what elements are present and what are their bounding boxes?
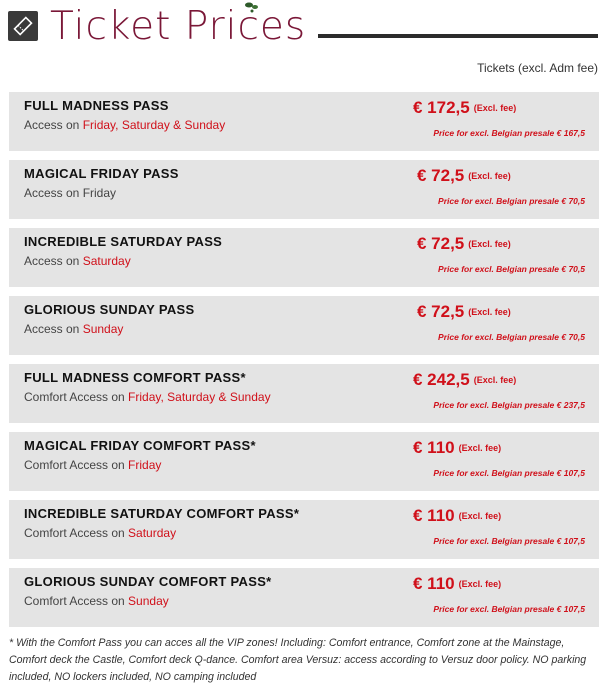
pass-card: [9, 500, 599, 559]
pass-price: [413, 370, 516, 390]
pass-name: FULL MADNESS PASS: [24, 98, 169, 113]
pass-access: [24, 118, 225, 132]
access-prefix: Access on Friday: [24, 186, 117, 200]
access-days: Saturday: [82, 254, 131, 268]
page-title: Ticket Prices: [50, 4, 307, 49]
ticket-icon: [8, 11, 38, 41]
presale-price: Price for excl. Belgian presale € 107,5: [433, 536, 585, 546]
presale-price: Price for excl. Belgian presale € 237,5: [433, 400, 585, 410]
fee-label: (Excl. fee): [458, 443, 502, 453]
pass-access: [24, 186, 116, 200]
price-amount: € 72,5: [417, 302, 465, 321]
pass-price: [417, 302, 511, 322]
pass-price: [413, 574, 501, 594]
pass-name: MAGICAL FRIDAY COMFORT PASS*: [24, 438, 256, 453]
fee-note: Tickets (excl. Adm fee): [477, 61, 598, 75]
price-amount: € 72,5: [417, 234, 465, 253]
access-prefix: Comfort Access on: [24, 526, 129, 540]
pass-card: [9, 296, 599, 355]
fee-label: (Excl. fee): [458, 511, 502, 521]
fee-label: (Excl. fee): [473, 375, 517, 385]
pass-price: [413, 506, 501, 526]
pass-access: [24, 322, 123, 336]
price-amount: € 172,5: [413, 98, 470, 117]
pass-access: [24, 254, 131, 268]
presale-price: Price for excl. Belgian presale € 107,5: [433, 468, 585, 478]
pass-card: [9, 364, 599, 423]
fee-label: (Excl. fee): [468, 307, 511, 317]
fee-label: (Excl. fee): [468, 239, 511, 249]
presale-price: Price for excl. Belgian presale € 70,5: [438, 196, 585, 206]
price-amount: € 110: [413, 438, 455, 457]
access-days: Friday: [128, 458, 162, 472]
page-header: [0, 0, 605, 60]
access-prefix: Access on: [24, 322, 83, 336]
price-amount: € 242,5: [413, 370, 470, 389]
access-prefix: Access on: [24, 118, 83, 132]
pass-card: [9, 432, 599, 491]
pass-access: [24, 526, 176, 540]
access-prefix: Comfort Access on: [24, 390, 129, 404]
pass-name: GLORIOUS SUNDAY COMFORT PASS*: [24, 574, 272, 589]
access-days: Friday, Saturday & Sunday: [128, 390, 271, 404]
pass-card: [9, 160, 599, 219]
access-prefix: Comfort Access on: [24, 594, 129, 608]
pass-price: [413, 438, 501, 458]
comfort-footnote: * With the Comfort Pass you can acces all the VIP zones! Including: Comfort entrance, Comfort zone at the Mainstage, Comfort deck the Castle, Comfort deck Q-dance. Comfort area Versuz: access according to Versuz door policy. NO parking included, NO lockers included, NO camping included: [9, 637, 587, 683]
presale-price: Price for excl. Belgian presale € 107,5: [433, 604, 585, 614]
access-days: Saturday: [128, 526, 177, 540]
pass-card: [9, 568, 599, 627]
pass-price: [417, 166, 511, 186]
pass-card: [9, 228, 599, 287]
presale-price: Price for excl. Belgian presale € 70,5: [438, 264, 585, 274]
pass-access: [24, 594, 169, 608]
price-amount: € 72,5: [417, 166, 465, 185]
pass-price: [413, 98, 516, 118]
access-days: Sunday: [82, 322, 124, 336]
price-amount: € 110: [413, 506, 455, 525]
pass-name: FULL MADNESS COMFORT PASS*: [24, 370, 246, 385]
access-days: Sunday: [128, 594, 169, 608]
pass-price: [417, 234, 511, 254]
presale-price: Price for excl. Belgian presale € 70,5: [438, 332, 585, 342]
pass-access: [24, 458, 161, 472]
pass-name: INCREDIBLE SATURDAY COMFORT PASS*: [24, 506, 300, 521]
fee-label: (Excl. fee): [468, 171, 511, 181]
pass-card: [9, 92, 599, 151]
fee-label: (Excl. fee): [473, 103, 517, 113]
presale-price: Price for excl. Belgian presale € 167,5: [433, 128, 585, 138]
pass-name: INCREDIBLE SATURDAY PASS: [24, 234, 223, 249]
access-prefix: Access on: [24, 254, 83, 268]
pass-name: MAGICAL FRIDAY PASS: [24, 166, 179, 181]
pass-access: [24, 390, 271, 404]
title-divider: [318, 34, 598, 38]
access-prefix: Comfort Access on: [24, 458, 129, 472]
price-amount: € 110: [413, 574, 455, 593]
pass-name: GLORIOUS SUNDAY PASS: [24, 302, 195, 317]
fee-label: (Excl. fee): [458, 579, 502, 589]
access-days: Friday, Saturday & Sunday: [82, 118, 226, 132]
